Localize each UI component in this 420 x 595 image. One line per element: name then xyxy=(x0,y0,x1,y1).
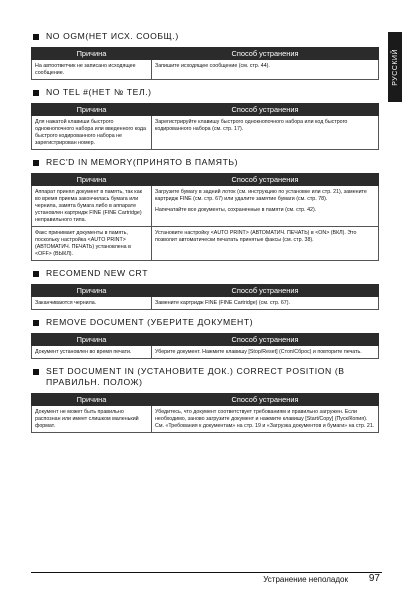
table-row xyxy=(32,186,379,227)
cause-cell: Документ установлен во время печати. xyxy=(32,346,152,359)
page-number: 97 xyxy=(368,573,380,584)
square-bullet-icon xyxy=(33,271,39,277)
column-header-cause: Причина xyxy=(32,394,152,406)
column-header-cause: Причина xyxy=(32,174,152,186)
action-cell xyxy=(152,297,379,310)
section-heading xyxy=(31,87,379,98)
section-title: NO OGM(НЕТ ИСХ. СООБЩ.) xyxy=(46,31,179,41)
table-row xyxy=(32,60,379,80)
troubleshooting-table xyxy=(31,393,379,433)
cause-cell: Аппарат принял документ в память, так как во время приема закончилась бумага или чернила, замята бумага либо в аппарате установлен картридж FINE (FINE Cartridge) неправильного типа. xyxy=(32,186,152,227)
troubleshooting-table xyxy=(31,103,379,150)
section-title: SET DOCUMENT IN (УСТАНОВИТЕ ДОК.) CORRECT POSITION (В ПРАВИЛЬН. ПОЛОЖ) xyxy=(46,366,345,387)
column-header-cause: Причина xyxy=(32,104,152,116)
action-cell xyxy=(152,227,379,261)
cause-cell: Факс принимает документы в память, поскольку настройка <AUTO PRINT> (АВТОМАТИЧ. ПЕЧАТЬ) установлена в <OFF> (ВЫКЛ). xyxy=(32,227,152,261)
section-heading xyxy=(31,268,379,279)
table-row xyxy=(32,227,379,261)
column-header-action: Способ устранения xyxy=(152,285,379,297)
footer-title: Устранение неполадок xyxy=(263,575,348,584)
column-header-action: Способ устранения xyxy=(152,334,379,346)
square-bullet-icon xyxy=(33,320,39,326)
action-cell xyxy=(152,406,379,433)
section-title: REMOVE DOCUMENT (УБЕРИТЕ ДОКУМЕНТ) xyxy=(46,317,254,327)
action-text: Запишите исходящее сообщение (см. стр. 44). xyxy=(155,62,270,69)
column-header-action: Способ устранения xyxy=(152,48,379,60)
column-header-cause: Причина xyxy=(32,285,152,297)
troubleshooting-page xyxy=(31,24,379,435)
troubleshooting-table xyxy=(31,333,379,359)
language-tab-label: РУССКИЙ xyxy=(391,48,399,86)
section-heading xyxy=(31,31,379,42)
section-heading xyxy=(31,317,379,328)
column-header-cause: Причина xyxy=(32,334,152,346)
section-title: REC'D IN MEMORY(ПРИНЯТО В ПАМЯТЬ) xyxy=(46,157,239,167)
table-row xyxy=(32,406,379,433)
section-heading xyxy=(31,366,379,388)
square-bullet-icon xyxy=(33,160,39,166)
action-cell xyxy=(152,346,379,359)
cause-cell: Заканчиваются чернила. xyxy=(32,297,152,310)
square-bullet-icon xyxy=(33,369,39,375)
table-row xyxy=(32,297,379,310)
action-text: Загрузите бумагу в задний лоток (см. инструкцию по установке или стр. 21), замените картридж FINE (см. стр. 67) или удалите замятие бумаги (см. стр. 78). xyxy=(155,188,367,202)
page-footer xyxy=(31,572,382,587)
troubleshooting-table xyxy=(31,47,379,80)
section-title: RECOMEND NEW CRT xyxy=(46,268,149,278)
action-text: Уберите документ. Нажмите клавишу [Stop/Reset] (Стоп/Сброс) и повторите печать. xyxy=(155,348,362,355)
table-row xyxy=(32,116,379,150)
action-cell xyxy=(152,60,379,80)
section-title: NO TEL #(НЕТ № ТЕЛ.) xyxy=(46,87,152,97)
action-cell xyxy=(152,186,379,227)
action-text: Убедитесь, что документ соответствует требованиям и правильно загружен. Если необходимо, заново загрузите документ и нажмите клавишу [Start/Copy] (Пуск/Копия). См. «Требования к документам» на стр. 19 и «Загрузка документов и бумаги» на стр. 21. xyxy=(155,408,375,429)
cause-cell: Для нажатой клавиши быстрого однокнопочного набора или введенного кода быстрого кодированного набора не зарегистрирован номер. xyxy=(32,116,152,150)
square-bullet-icon xyxy=(33,34,39,40)
language-tab xyxy=(388,32,402,102)
cause-cell: На автоответчик не записано исходящее сообщение. xyxy=(32,60,152,80)
column-header-action: Способ устранения xyxy=(152,174,379,186)
section-heading xyxy=(31,157,379,168)
table-row xyxy=(32,346,379,359)
troubleshooting-table xyxy=(31,173,379,261)
square-bullet-icon xyxy=(33,90,39,96)
action-text: Напечатайте все документы, сохраненные в памяти (см. стр. 42). xyxy=(155,206,317,213)
column-header-cause: Причина xyxy=(32,48,152,60)
cause-cell: Документ не может быть правильно распознан или имеет слишком маленький формат. xyxy=(32,406,152,433)
action-text: Замените картридж FINE (FINE Cartridge) (см. стр. 67). xyxy=(155,299,290,306)
column-header-action: Способ устранения xyxy=(152,104,379,116)
column-header-action: Способ устранения xyxy=(152,394,379,406)
action-text: Зарегистрируйте клавишу быстрого однокнопочного набора или код быстрого кодированного набора (см. стр. 17). xyxy=(155,118,348,132)
troubleshooting-table xyxy=(31,284,379,310)
action-text: Установите настройку <AUTO PRINT> (АВТОМАТИЧ. ПЕЧАТЬ) в <ON> (ВКЛ). Это позволит автоматически печатать принятые факсы (см. стр. 38). xyxy=(155,229,357,243)
action-cell xyxy=(152,116,379,150)
